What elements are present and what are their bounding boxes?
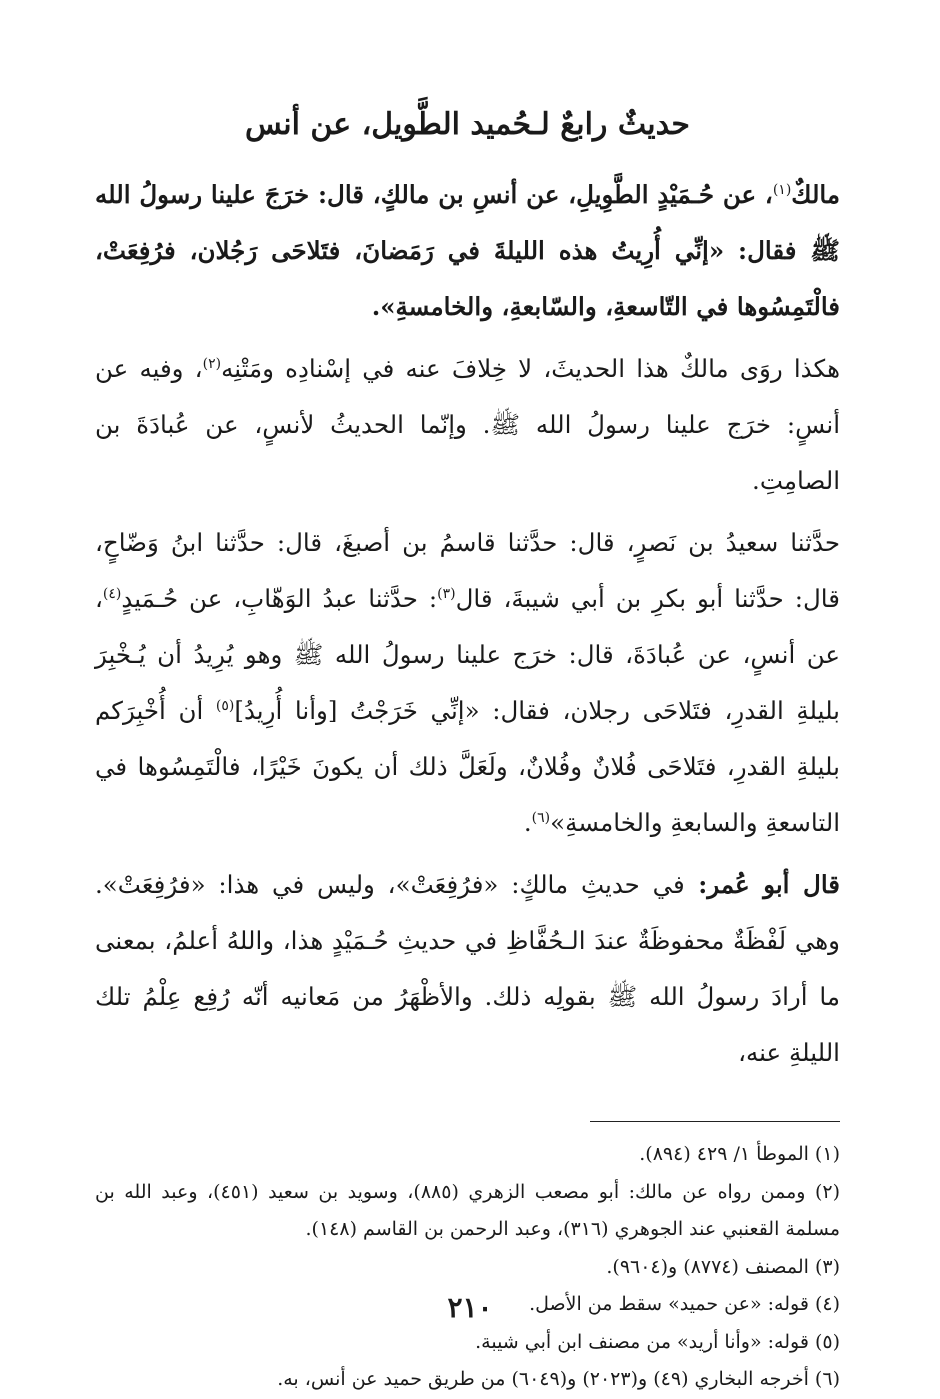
footnote-3: (٣) المصنف (٨٧٧٤) و(٩٦٠٤). xyxy=(606,1255,840,1278)
paragraph-1-text: ، عن حُـمَيْدٍ الطَّوِيلِ، عن أنسِ بن مالكٍ، قال: خرَجَ علينا رسولُ الله ﷺ فقال: «إنِّي أُرِيتُ هذه الليلةَ في رَمَضانَ، فتَلاحَى رَجُلان، فرُفِعَتْ، فالْتَمِسُوها في التّاسعةِ، والسّابعةِ، والخامسةِ». xyxy=(95,180,840,321)
paragraph-2-text-a: هكذا روَى مالكٌ هذا الحديثَ، لا خِلافَ عنه في إسْنادِه ومَتْنِه xyxy=(221,354,840,383)
paragraph-4-text: في حديثِ مالكٍ: «فرُفِعَتْ»، وليس في هذا: «فرُفِعَتْ». وهي لَفْظَةٌ محفوظَةٌ عندَ الـحُفَّاظِ في حديثِ حُـمَيْدٍ هذا، واللهُ أعلمُ، بمعنى ما أرادَ رسولُ الله ﷺ بقولِه ذلك. والأظْهَرُ من مَعانيه أنّه رُفِع عِلْمُ تلك الليلةِ عنه، xyxy=(95,870,840,1067)
paragraph-3 xyxy=(95,515,840,851)
book-page xyxy=(95,95,840,1390)
page-number: ٢١٠ xyxy=(447,1291,493,1324)
footnote-ref-5[interactable]: (٥) xyxy=(215,697,235,714)
footnote-6: (٦) أخرجه البخاري (٤٩) و(٢٠٢٣) و(٦٠٤٩) من طريق حميد عن أنس، به. xyxy=(277,1368,840,1390)
footnote-5: (٥) قوله: «وأنا أريد» من مصنف ابن أبي شيبة. xyxy=(475,1330,840,1353)
footnote-ref-6[interactable]: (٦) xyxy=(531,809,551,826)
footnotes xyxy=(95,1136,840,1399)
paragraph-4-lead: قال أبو عُمر: xyxy=(684,870,840,899)
footnote-2: (٢) وممن رواه عن مالك: أبو مصعب الزهري (٨٨٥)، وسويد بن سعيد (٤٥١)، وعبد الله بن مسلمة القعنبي عند الجوهري (٣١٦)، وعبد الرحمن بن القاسم (١٤٨). xyxy=(95,1180,840,1240)
paragraph-3-text-a: حدَّثنا سعيدُ بن نَصرٍ، قال: حدَّثنا قاسمُ بن أصبغَ، قال: حدَّثنا ابنُ وَضّاحٍ، قال: حدَّثنا أبو بكرِ بن أبي شيبةَ، قال xyxy=(95,528,840,613)
paragraph-2-text-b: ، وفيه عن أنسٍ: خرَج علينا رسولُ الله ﷺ. وإنّما الحديثُ لأنسٍ، عن عُبادَةَ بن الصامِتِ. xyxy=(95,354,840,495)
footnote-4: (٤) قوله: «عن حميد» سقط من الأصل. xyxy=(529,1293,840,1315)
footnote-ref-4[interactable]: (٤) xyxy=(102,585,122,602)
footnote-divider xyxy=(590,1121,840,1122)
paragraph-4 xyxy=(95,857,840,1081)
footnote-1: (١) الموطأ ١/ ٤٢٩ (٨٩٤). xyxy=(639,1143,840,1165)
paragraph-3-text-e: . xyxy=(523,808,532,837)
paragraph-1 xyxy=(95,167,840,335)
paragraph-3-text-b: : حدَّثنا عبدُ الوَهّابِ، عن حُـمَيدٍ xyxy=(121,584,438,613)
footnote-ref-1[interactable]: (١) xyxy=(772,181,792,198)
paragraph-2 xyxy=(95,341,840,509)
paragraph-3-text-d: أن أُخْبِرَكم بليلةِ القدرِ، فتَلاحَى فُلانٌ وفُلانٌ، ولَعَلَّ ذلك أن يكونَ خَيْرًا، فالْتَمِسُوها في التاسعةِ والسابعةِ والخامسةِ» xyxy=(95,696,840,837)
chapter-title: حديثٌ رابعٌ لـحُميد الطَّويل، عن أنس xyxy=(245,107,690,142)
footnote-ref-2[interactable]: (٢) xyxy=(202,355,222,372)
paragraph-3-text-c: ، عن أنسٍ، عن عُبادَةَ، قال: خرَج علينا رسولُ الله ﷺ وهو يُرِيدُ أن يُـخْبِرَ بليلةِ القدرِ، فتَلاحَى رجلان، فقال: «إنِّي خَرَجْتُ [وأنا أُرِيدُ] xyxy=(95,584,840,725)
paragraph-1-lead: مالكٌ xyxy=(791,180,840,209)
footnote-ref-3[interactable]: (٣) xyxy=(437,585,456,602)
